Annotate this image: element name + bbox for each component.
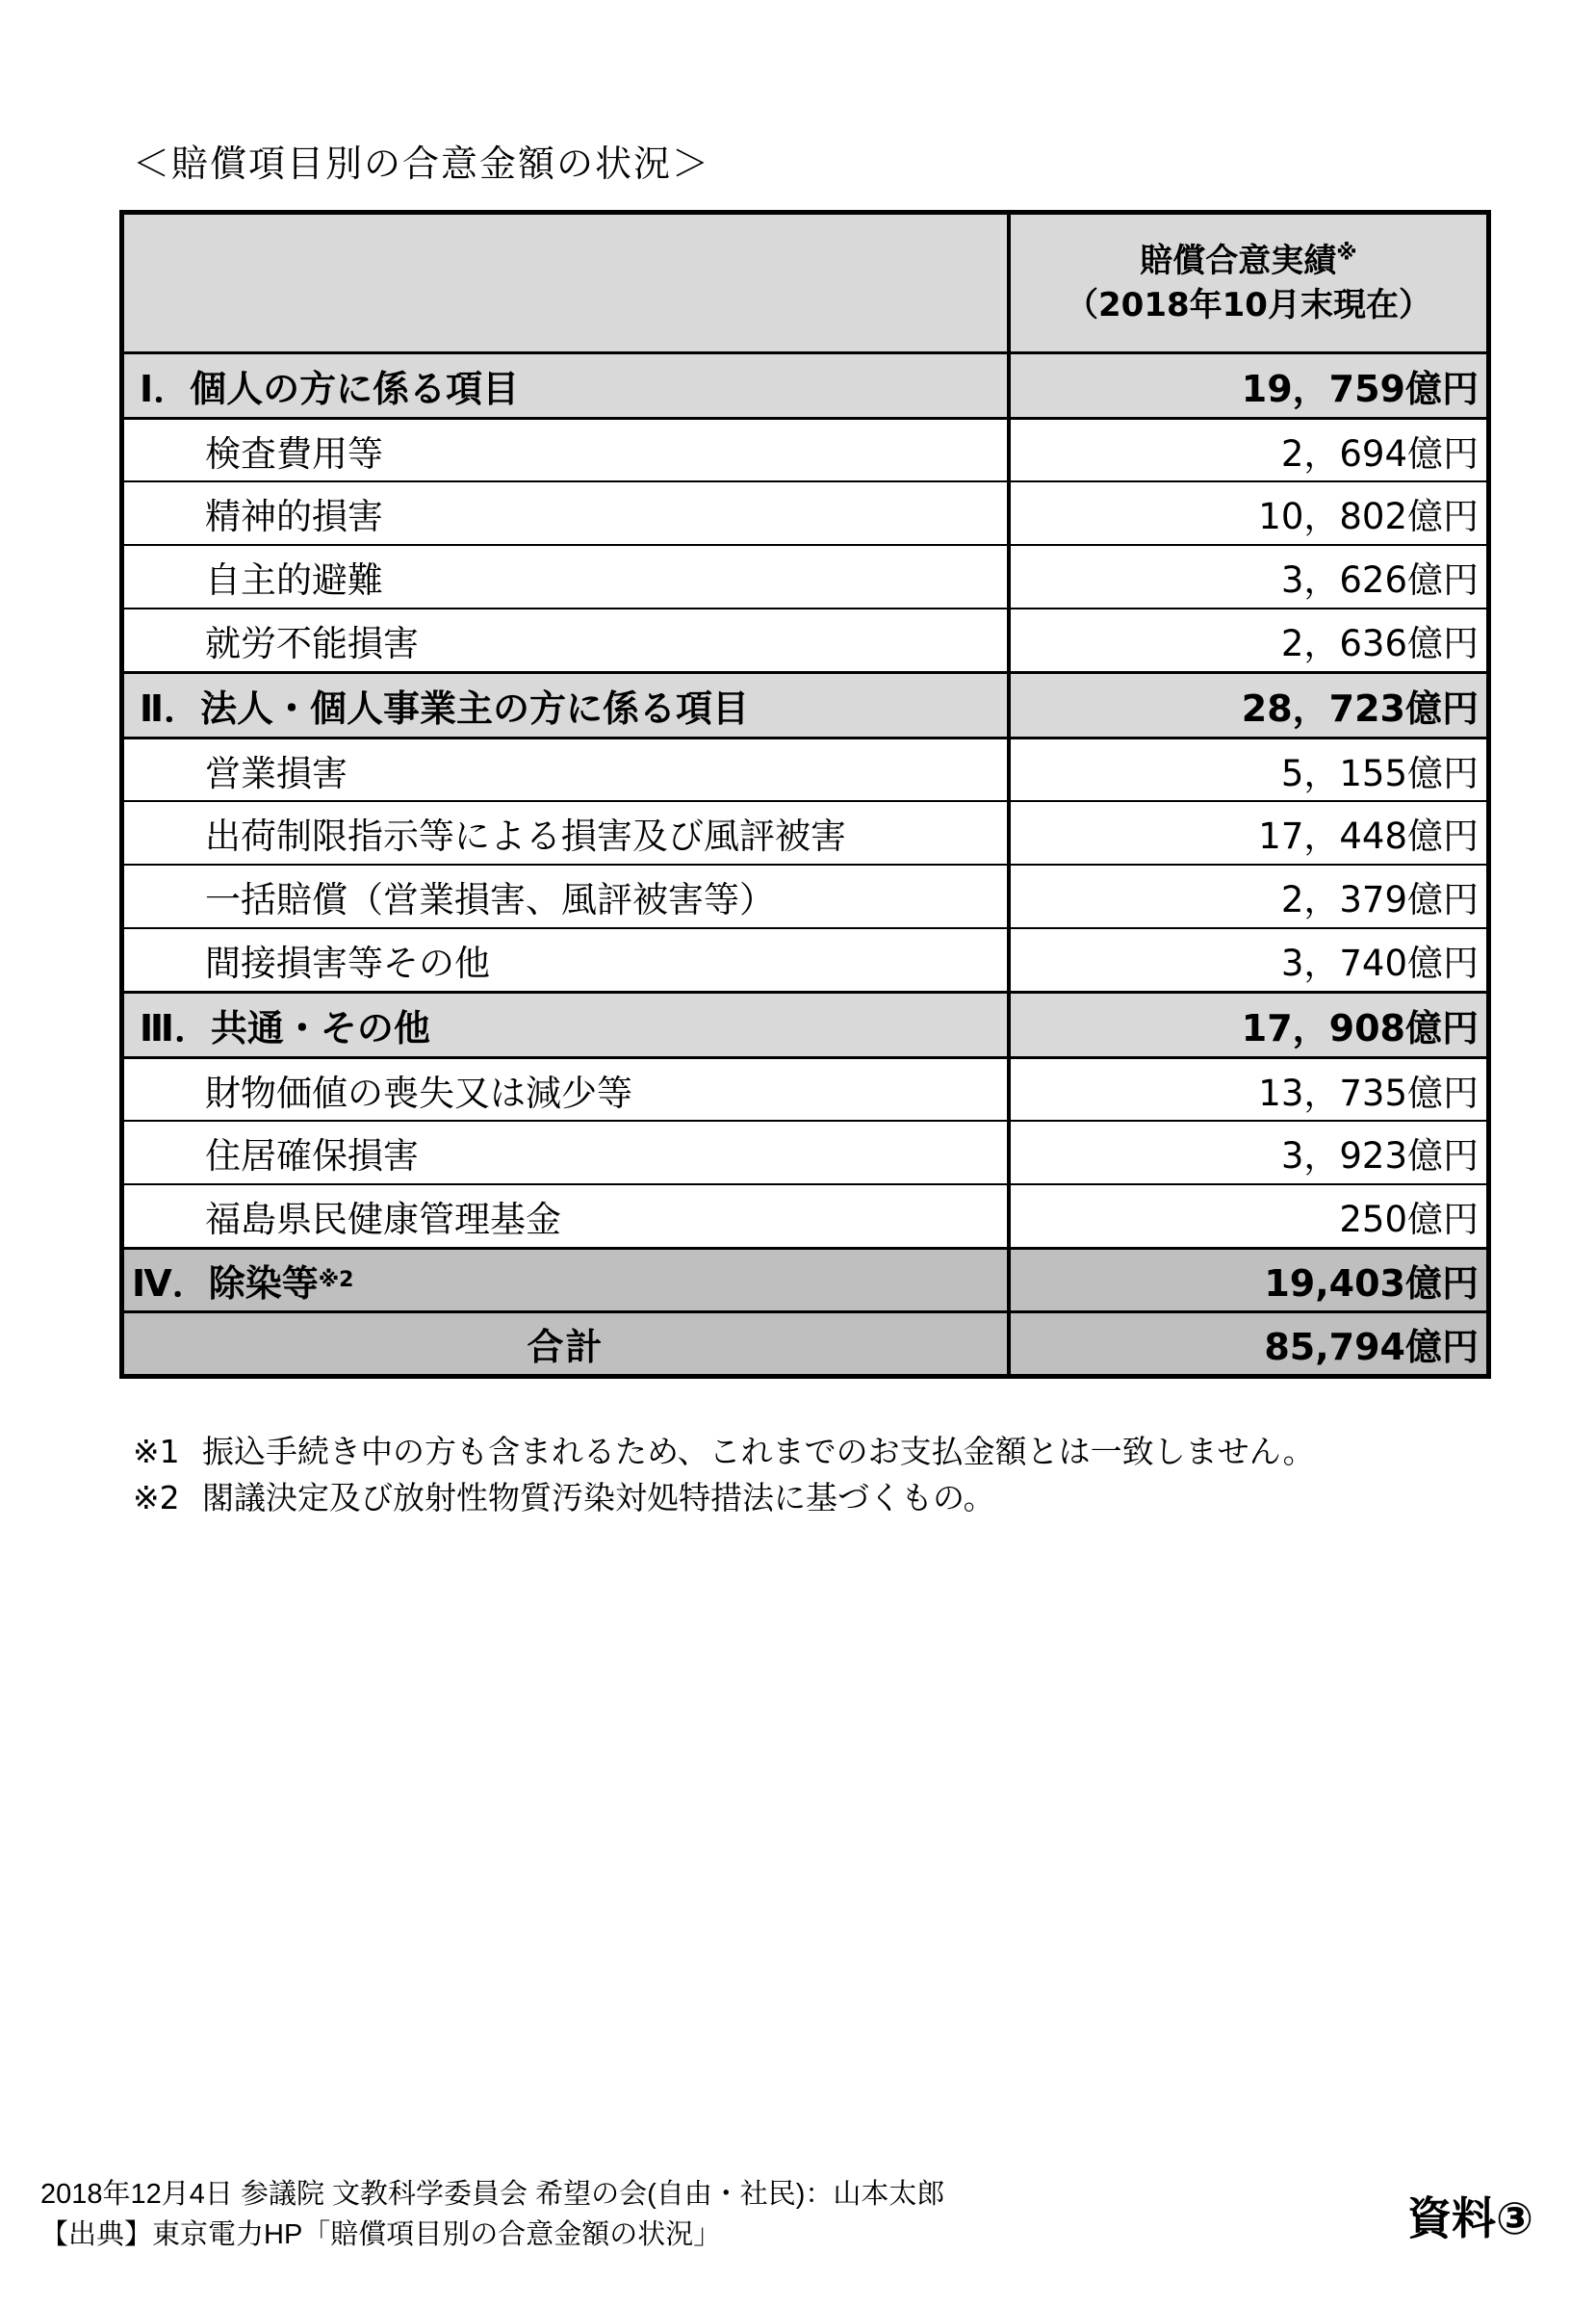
item-value: 2，694億円 [1280, 432, 1479, 475]
item-label: 福島県民健康管理基金 [124, 1185, 1011, 1247]
footnote-mark: ※1 [133, 1433, 180, 1470]
total-value: 85,794億円 [1264, 1326, 1479, 1368]
item-label: 財物価値の喪失又は減少等 [124, 1059, 1011, 1120]
decontamination-label: Ⅳ．除染等 [132, 1262, 319, 1305]
item-label: 出荷制限指示等による損害及び風評被害 [124, 802, 1011, 864]
item-value: 3，626億円 [1280, 559, 1479, 601]
table-header-row [124, 215, 1486, 351]
footnotes [133, 1429, 1315, 1521]
total-label: 合計 [124, 1313, 1011, 1374]
category-value: 28，723億円 [1241, 687, 1479, 730]
total-row [124, 1310, 1486, 1374]
document-label: 資料③ [1407, 2192, 1533, 2244]
page-title: ＜賠償項目別の合意金額の状況＞ [133, 143, 711, 185]
item-value: 13，735億円 [1258, 1072, 1479, 1114]
item-value: 2，379億円 [1280, 879, 1479, 920]
category-label: Ⅳ．除染等 ※2 [124, 1250, 1011, 1310]
category-value: 19,403億円 [1264, 1262, 1479, 1305]
category-row-decontamination [124, 1247, 1486, 1310]
table-row [124, 1120, 1486, 1183]
item-label: 精神的損害 [124, 482, 1011, 544]
item-label: 営業損害 [124, 739, 1011, 800]
table-row [124, 864, 1486, 927]
table-row [124, 737, 1486, 800]
column-title: 賠償合意実績 [1140, 242, 1337, 280]
table-row [124, 927, 1486, 991]
item-value: 250億円 [1339, 1199, 1479, 1240]
item-value: 5，155億円 [1280, 752, 1479, 794]
item-value: 2，636億円 [1280, 623, 1479, 664]
item-value: 3，740億円 [1280, 943, 1479, 984]
page-footer [40, 2174, 944, 2255]
category-value: 17，908億円 [1241, 1007, 1479, 1049]
compensation-table [119, 210, 1491, 1379]
table-row [124, 544, 1486, 608]
table-row [124, 417, 1486, 480]
column-title-mark: ※ [1336, 241, 1357, 266]
header-value-cell [1011, 215, 1486, 351]
header-empty-cell [124, 215, 1011, 351]
table-row [124, 1183, 1486, 1247]
item-label: 住居確保損害 [124, 1122, 1011, 1183]
footer-line: 2018年12月4日 参議院 文教科学委員会 希望の会(自由・社民)：山本太郎 [40, 2179, 945, 2210]
footnote-mark: ※2 [133, 1479, 180, 1516]
item-label: 間接損害等その他 [124, 929, 1011, 991]
item-label: 一括賠償（営業損害、風評被害等） [124, 866, 1011, 927]
table-row [124, 608, 1486, 671]
category-label: Ⅱ．法人・個人事業主の方に係る項目 [124, 674, 1011, 737]
category-row-business [124, 671, 1486, 737]
category-label: Ⅲ．共通・その他 [124, 994, 1011, 1056]
table-row [124, 800, 1486, 864]
category-row-individual [124, 351, 1486, 417]
table-row [124, 1056, 1486, 1120]
footnote [133, 1429, 1315, 1475]
footnote-text: 振込手続き中の方も含まれるため、これまでのお支払金額とは一致しません。 [202, 1433, 1315, 1470]
item-value: 17，448億円 [1258, 816, 1479, 857]
item-value: 3，923億円 [1280, 1135, 1479, 1177]
footnote-text: 閣議決定及び放射性物質汚染対処特措法に基づくもの。 [202, 1479, 995, 1516]
column-subtitle: （2018年10月末現在） [1066, 286, 1431, 324]
footnote [133, 1475, 1315, 1521]
item-label: 自主的避難 [124, 546, 1011, 608]
item-value: 10，802億円 [1258, 496, 1479, 537]
table-row [124, 480, 1486, 544]
category-row-common [124, 991, 1486, 1056]
footer-source: 【出典】東京電力HP「賠償項目別の合意金額の状況」 [40, 2219, 722, 2250]
item-label: 就労不能損害 [124, 609, 1011, 671]
item-label: 検査費用等 [124, 420, 1011, 480]
category-label: Ⅰ．個人の方に係る項目 [124, 354, 1011, 417]
category-value: 19，759億円 [1241, 368, 1479, 410]
